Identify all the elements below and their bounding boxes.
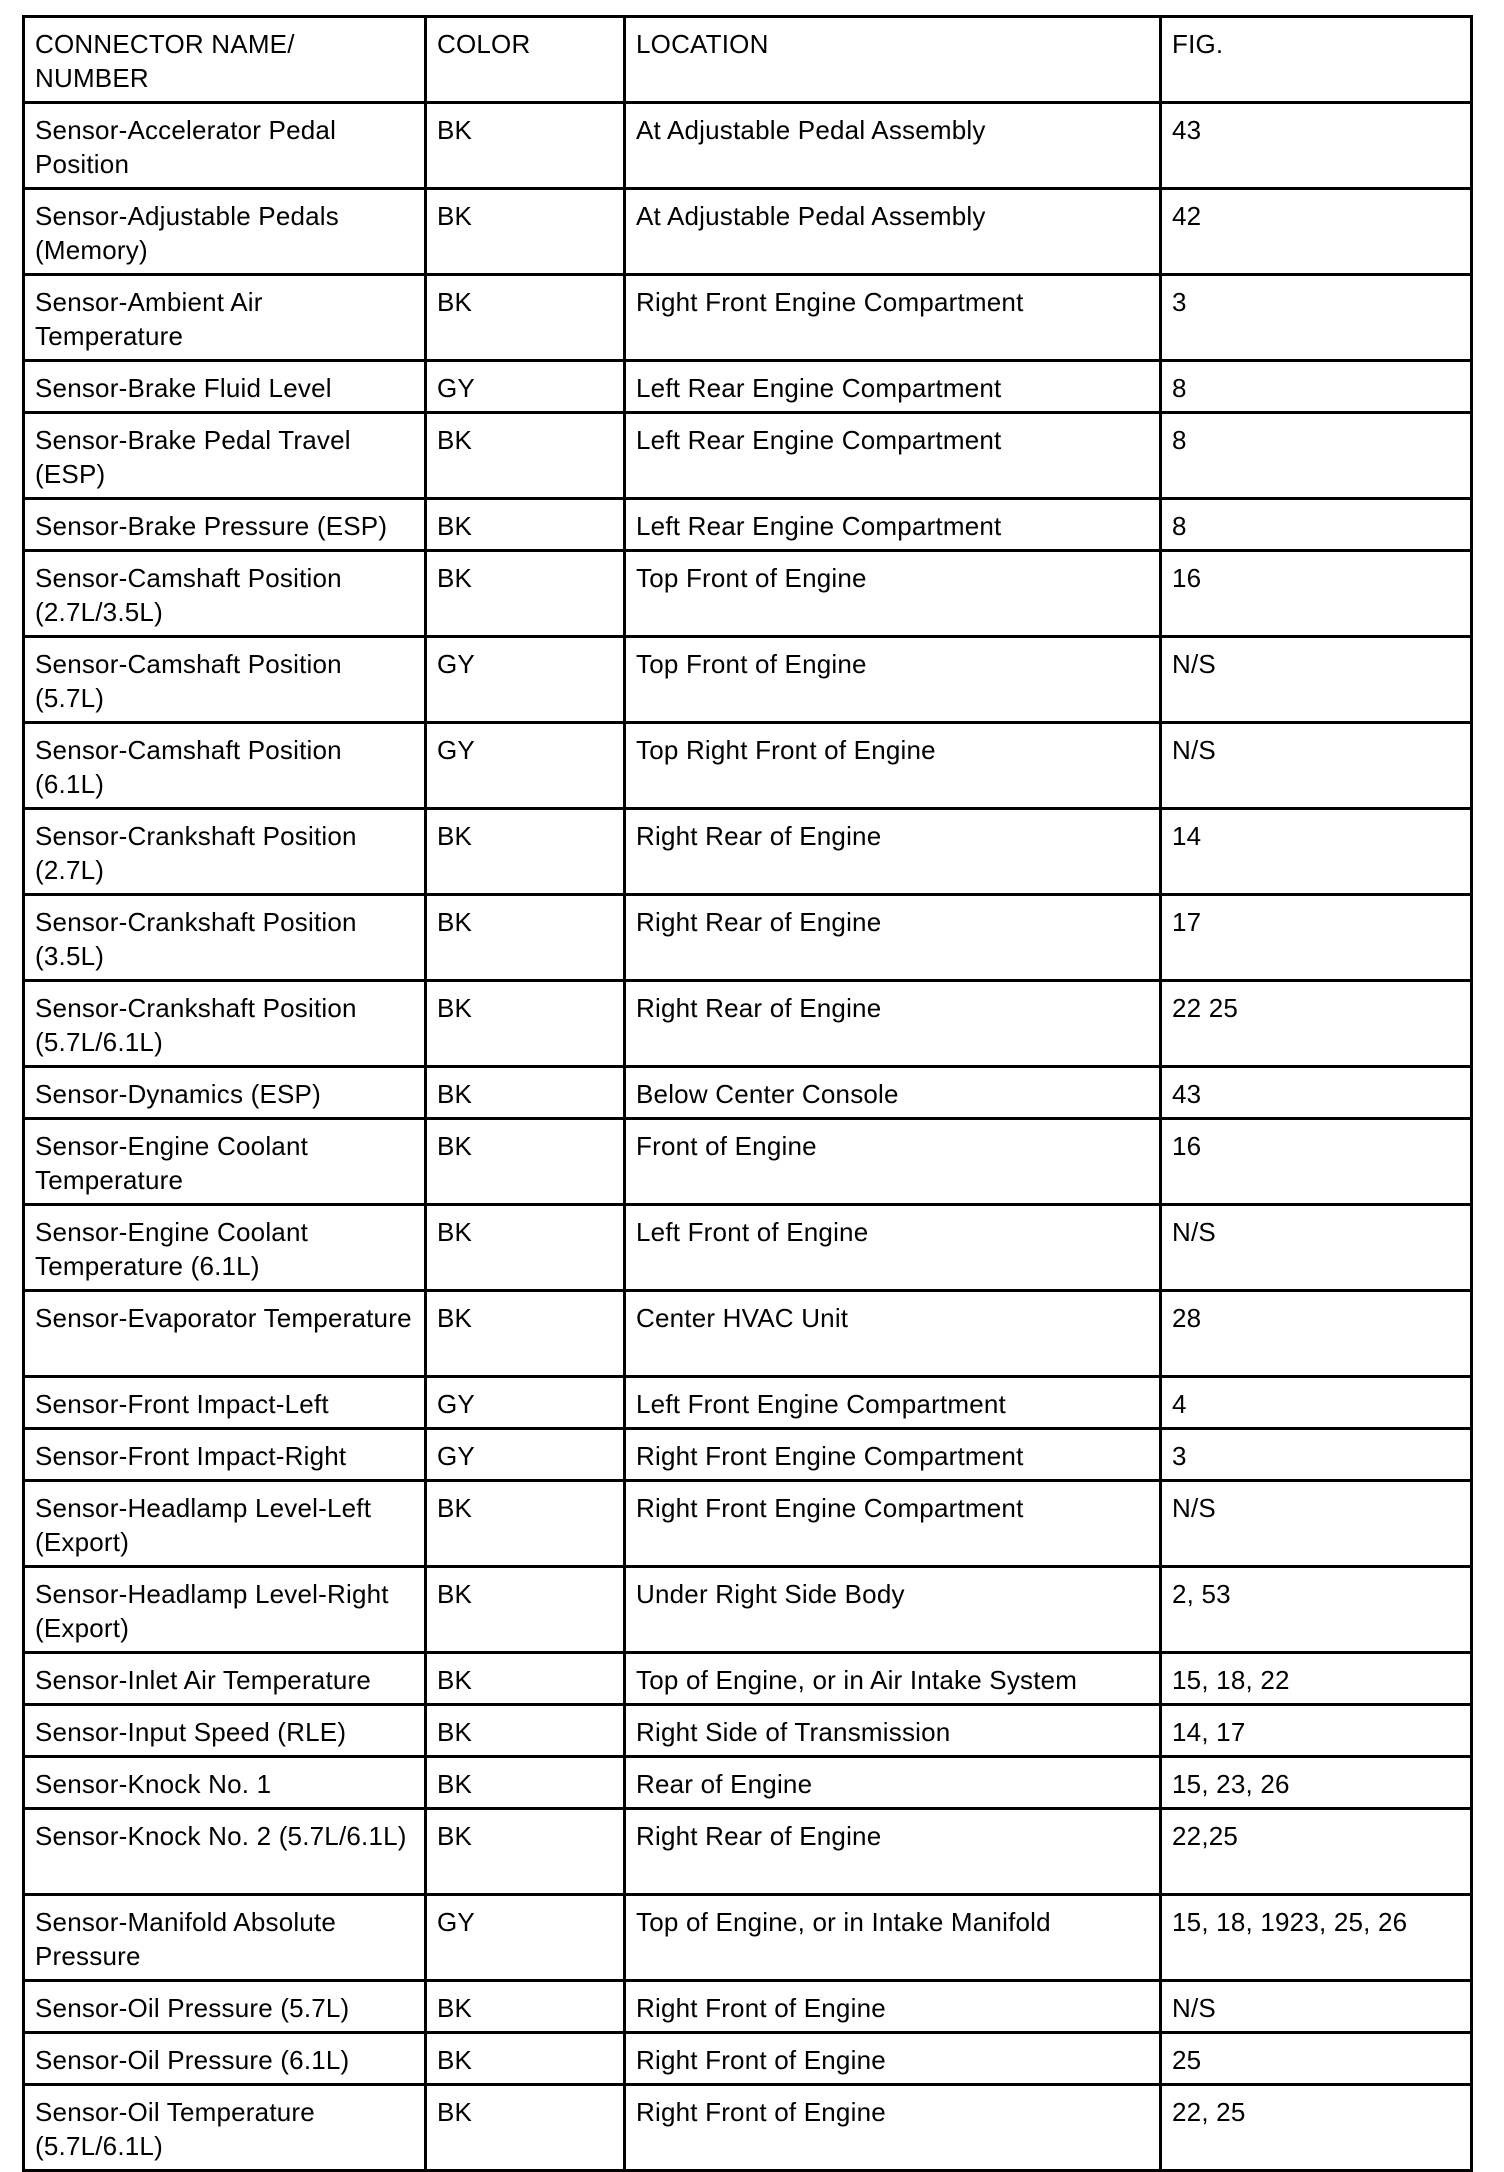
cell-fig: 22, 25 [1161,2085,1472,2171]
table-row [24,981,1472,1067]
cell-location: Right Rear of Engine [625,809,1161,895]
cell-color: BK [426,1205,625,1291]
cell-fig: 43 [1161,1067,1472,1119]
cell-fig: 15, 18, 1923, 25, 26 [1161,1895,1472,1981]
cell-fig: N/S [1161,1481,1472,1567]
cell-location: Below Center Console [625,1067,1161,1119]
table-row [24,1809,1472,1895]
table-row [24,1567,1472,1653]
cell-fig: 14, 17 [1161,1705,1472,1757]
cell-color: GY [426,637,625,723]
cell-fig: 2, 53 [1161,1567,1472,1653]
table-row [24,1757,1472,1809]
cell-location: Right Rear of Engine [625,1809,1161,1895]
cell-connector-name: Sensor-Front Impact-Left [24,1377,426,1429]
cell-connector-name: Sensor-Dynamics (ESP) [24,1067,426,1119]
table-row [24,1429,1472,1481]
table-row [24,413,1472,499]
header-connector-name: CONNECTOR NAME/ NUMBER [24,17,426,103]
table-row [24,551,1472,637]
table-row [24,895,1472,981]
table-row [24,637,1472,723]
cell-fig: 28 [1161,1291,1472,1377]
cell-location: Under Right Side Body [625,1567,1161,1653]
cell-location: Left Rear Engine Compartment [625,499,1161,551]
cell-fig: 4 [1161,1377,1472,1429]
cell-connector-name: Sensor-Ambient Air Temperature [24,275,426,361]
cell-fig: N/S [1161,1205,1472,1291]
cell-fig: N/S [1161,637,1472,723]
cell-color: BK [426,103,625,189]
cell-color: BK [426,1291,625,1377]
header-location: LOCATION [625,17,1161,103]
cell-connector-name: Sensor-Crankshaft Position (3.5L) [24,895,426,981]
cell-connector-name: Sensor-Inlet Air Temperature [24,1653,426,1705]
header-row [24,17,1472,103]
cell-color: BK [426,1653,625,1705]
cell-connector-name: Sensor-Engine Coolant Temperature [24,1119,426,1205]
table-row [24,1067,1472,1119]
cell-color: BK [426,1981,625,2033]
cell-fig: 14 [1161,809,1472,895]
cell-connector-name: Sensor-Input Speed (RLE) [24,1705,426,1757]
cell-location: At Adjustable Pedal Assembly [625,189,1161,275]
cell-fig: N/S [1161,1981,1472,2033]
cell-fig: 15, 23, 26 [1161,1757,1472,1809]
table-row [24,1377,1472,1429]
table-row [24,1981,1472,2033]
cell-fig: 8 [1161,413,1472,499]
cell-location: Right Front Engine Compartment [625,1481,1161,1567]
cell-fig: 16 [1161,1119,1472,1205]
cell-connector-name: Sensor-Adjustable Pedals (Memory) [24,189,426,275]
table-row [24,275,1472,361]
cell-location: Right Rear of Engine [625,981,1161,1067]
cell-location: At Adjustable Pedal Assembly [625,103,1161,189]
cell-connector-name: Sensor-Crankshaft Position (5.7L/6.1L) [24,981,426,1067]
cell-fig: 8 [1161,499,1472,551]
cell-color: BK [426,1067,625,1119]
table-row [24,809,1472,895]
cell-location: Top of Engine, or in Intake Manifold [625,1895,1161,1981]
table-row [24,1895,1472,1981]
table-row [24,1291,1472,1377]
cell-location: Left Front Engine Compartment [625,1377,1161,1429]
cell-fig: 3 [1161,275,1472,361]
cell-location: Top Front of Engine [625,551,1161,637]
cell-color: BK [426,1567,625,1653]
cell-fig: 22,25 [1161,1809,1472,1895]
cell-location: Right Front Engine Compartment [625,1429,1161,1481]
cell-location: Left Front of Engine [625,1205,1161,1291]
cell-connector-name: Sensor-Brake Fluid Level [24,361,426,413]
table-row [24,189,1472,275]
cell-location: Top Front of Engine [625,637,1161,723]
cell-connector-name: Sensor-Knock No. 2 (5.7L/6.1L) [24,1809,426,1895]
cell-connector-name: Sensor-Oil Temperature (5.7L/6.1L) [24,2085,426,2171]
cell-fig: 16 [1161,551,1472,637]
cell-color: GY [426,1377,625,1429]
cell-color: BK [426,2085,625,2171]
cell-color: BK [426,1809,625,1895]
cell-connector-name: Sensor-Engine Coolant Temperature (6.1L) [24,1205,426,1291]
cell-location: Top of Engine, or in Air Intake System [625,1653,1161,1705]
cell-location: Right Front of Engine [625,2033,1161,2085]
cell-location: Right Front of Engine [625,2085,1161,2171]
table-row [24,1481,1472,1567]
cell-fig: 17 [1161,895,1472,981]
cell-connector-name: Sensor-Camshaft Position (2.7L/3.5L) [24,551,426,637]
cell-location: Right Rear of Engine [625,895,1161,981]
table-row [24,1653,1472,1705]
cell-fig: N/S [1161,723,1472,809]
header-color: COLOR [426,17,625,103]
cell-color: BK [426,189,625,275]
table-row [24,1205,1472,1291]
cell-fig: 8 [1161,361,1472,413]
cell-color: BK [426,1705,625,1757]
cell-connector-name: Sensor-Front Impact-Right [24,1429,426,1481]
cell-color: BK [426,413,625,499]
cell-connector-name: Sensor-Crankshaft Position (2.7L) [24,809,426,895]
cell-color: BK [426,275,625,361]
cell-color: BK [426,1481,625,1567]
cell-location: Left Rear Engine Compartment [625,413,1161,499]
cell-location: Right Front Engine Compartment [625,275,1161,361]
cell-color: BK [426,551,625,637]
cell-connector-name: Sensor-Oil Pressure (5.7L) [24,1981,426,2033]
cell-location: Right Side of Transmission [625,1705,1161,1757]
cell-fig: 42 [1161,189,1472,275]
table-row [24,103,1472,189]
cell-color: GY [426,723,625,809]
cell-color: BK [426,895,625,981]
cell-connector-name: Sensor-Headlamp Level-Right (Export) [24,1567,426,1653]
cell-color: BK [426,499,625,551]
cell-fig: 15, 18, 22 [1161,1653,1472,1705]
cell-connector-name: Sensor-Brake Pedal Travel (ESP) [24,413,426,499]
cell-color: GY [426,361,625,413]
cell-connector-name: Sensor-Headlamp Level-Left (Export) [24,1481,426,1567]
cell-color: GY [426,1429,625,1481]
cell-connector-name: Sensor-Brake Pressure (ESP) [24,499,426,551]
cell-color: BK [426,1119,625,1205]
cell-connector-name: Sensor-Accelerator Pedal Position [24,103,426,189]
cell-fig: 43 [1161,103,1472,189]
cell-location: Right Front of Engine [625,1981,1161,2033]
cell-connector-name: Sensor-Camshaft Position (6.1L) [24,723,426,809]
cell-connector-name: Sensor-Oil Pressure (6.1L) [24,2033,426,2085]
cell-location: Rear of Engine [625,1757,1161,1809]
cell-connector-name: Sensor-Camshaft Position (5.7L) [24,637,426,723]
cell-color: BK [426,981,625,1067]
cell-fig: 3 [1161,1429,1472,1481]
table-row [24,723,1472,809]
table-row [24,499,1472,551]
cell-color: GY [426,1895,625,1981]
cell-location: Left Rear Engine Compartment [625,361,1161,413]
cell-location: Center HVAC Unit [625,1291,1161,1377]
connector-table [22,15,1473,2172]
table-row [24,361,1472,413]
header-fig: FIG. [1161,17,1472,103]
cell-connector-name: Sensor-Evaporator Temperature [24,1291,426,1377]
table-row [24,2033,1472,2085]
table-row [24,1705,1472,1757]
cell-fig: 22 25 [1161,981,1472,1067]
cell-connector-name: Sensor-Knock No. 1 [24,1757,426,1809]
cell-color: BK [426,809,625,895]
cell-location: Front of Engine [625,1119,1161,1205]
table-row [24,1119,1472,1205]
cell-color: BK [426,1757,625,1809]
cell-fig: 25 [1161,2033,1472,2085]
table-row [24,2085,1472,2171]
cell-connector-name: Sensor-Manifold Absolute Pressure [24,1895,426,1981]
cell-color: BK [426,2033,625,2085]
cell-location: Top Right Front of Engine [625,723,1161,809]
